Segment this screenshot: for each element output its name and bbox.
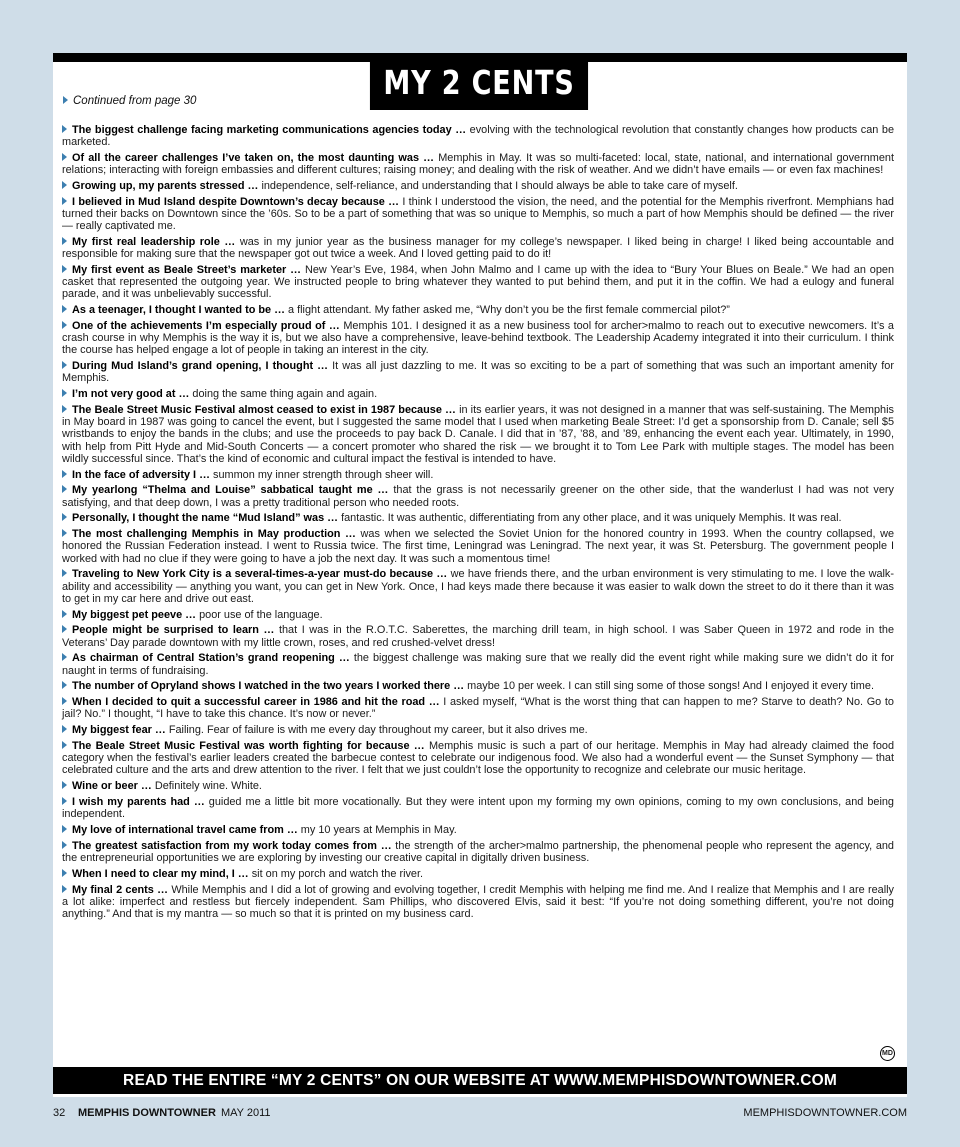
entry-text: I think I understood the vision, the need, and the potential for the Memphis riverfront. Memphians had turned their backs on Downtown since the ’60s. So to be a part of something that was so unique to Memphis, so much a part of how Memphis should be defined — the river — really captivated me. xyxy=(62,195,894,233)
triangle-bullet-icon xyxy=(62,797,67,805)
qa-entry xyxy=(62,884,894,921)
entry-text: guided me a little bit more vocationally. But they were intent upon my forming my own opinions, coming to my own conclusions, and being independent. xyxy=(62,796,894,821)
entry-text: we have friends there, and the urban environment is very stimulating to me. I love the walk-ability and accessibility — anything you want, you can get in New York. Once, I had keys made there because it was easier to walk down the street to do it there than it was to get in my car here and drive out east. xyxy=(62,568,894,605)
qa-entry xyxy=(62,724,894,736)
entry-lead: The Beale Street Music Festival almost ceased to exist in 1987 because … xyxy=(72,404,456,416)
qa-entry xyxy=(62,360,894,384)
qa-entry xyxy=(62,680,894,692)
triangle-bullet-icon xyxy=(62,725,67,733)
triangle-bullet-icon xyxy=(62,781,67,789)
entry-text: Memphis music is such a part of our heritage. Memphis in May had already claimed the food category when the festival’s earlier leaders created the barbecue contest to celebrate our indigenous food. We also had a wonderful event — the Sunset Symphony — that celebrated culture and the arts and drew attention to the river. I felt that we just couldn’t lose the opportunity to recognize and celebrate our music heritage. xyxy=(62,740,895,777)
qa-entry xyxy=(62,696,894,720)
triangle-bullet-icon xyxy=(62,181,67,189)
qa-entry xyxy=(62,796,894,820)
entry-lead: When I decided to quit a successful career in 1986 and hit the road … xyxy=(72,696,440,709)
qa-entry xyxy=(62,304,894,316)
entry-text: was when we selected the Soviet Union for the honored country in 1993. When the country collapsed, we honored the Russian Federation instead. I went to Russia twice. The first time, Leningrad was Leningrad. The next year, it was St. Petersburg. The government people I worked with had no clue if they were going to have a job the next day. It was such a momentous time! xyxy=(62,528,895,565)
triangle-bullet-icon xyxy=(62,361,67,369)
entry-lead: I’m not very good at … xyxy=(72,388,190,401)
qa-entry xyxy=(62,609,894,621)
end-mark-icon: MD xyxy=(880,1046,895,1061)
entry-lead: My biggest fear … xyxy=(72,724,166,737)
triangle-bullet-icon xyxy=(62,470,67,478)
entry-lead: As chairman of Central Station’s grand reopening … xyxy=(72,652,350,665)
entry-text: was in my junior year as the business manager for my college’s newspaper. I liked being in charge! I liked being accountable and responsible for making sure that the newspaper got out twice a week. And I loved getting paid to do it! xyxy=(62,236,894,261)
entry-text: evolving with the technological revolution that constantly changes how products can be marketed. xyxy=(62,124,894,149)
triangle-bullet-icon xyxy=(62,697,67,705)
entry-lead: Wine or beer … xyxy=(72,780,152,793)
entry-text: I asked myself, “What is the worst thing that can happen to me? Starve to death? No. Go to jail? No.” I thought, “I have to take this chance. It’s now or never.” xyxy=(62,696,894,721)
continued-text: Continued from page 30 xyxy=(73,95,197,107)
entry-text: that the grass is not necessarily greener on the other side, that the wanderlust I had was not very satisfying, and that deep down, I was a pretty traditional person who needed roots. xyxy=(62,484,895,509)
qa-entry xyxy=(62,740,894,777)
triangle-bullet-icon xyxy=(62,153,67,161)
entry-text: the strength of the archer>malmo partnership, the phenomenal people who represent the agency, and the entrepreneurial opportunities we are exploring by investing our creative capital in digitally driven business. xyxy=(62,839,894,864)
qa-entry xyxy=(62,388,894,400)
entry-text: that I was in the R.O.T.C. Saberettes, the marching drill team, in high school. I was Saber Queen in 1972 and rode in the Veterans’ Day parade downtown with my little crown, roses, and red crushed-velvet dress! xyxy=(62,624,894,649)
entry-lead: I believed in Mud Island despite Downtown’s decay because … xyxy=(72,195,400,208)
qa-entry xyxy=(62,236,894,260)
qa-entry xyxy=(62,404,894,465)
entry-text: New Year’s Eve, 1984, when John Malmo and I came up with the idea to “Bury Your Blues on Beale.” We had an open casket that represented the outgoing year. We instructed people to bring whatever they wanted to put behind them, and put it in the coffin. We had a eulogy and funeral parade, and it was unbelievably successful. xyxy=(62,264,895,301)
triangle-bullet-icon xyxy=(62,841,67,849)
entry-text: Definitely wine. White. xyxy=(154,780,262,793)
qa-entry xyxy=(62,469,894,481)
entry-text: in its earlier years, it was not designed in a manner that was self-sustaining. The Memphis in May board in 1987 was going to cancel the event, but I suggested the same model that I used when marketing Beale Street: I’d get a sponsorship from D. Canale; sell $5 wristbands to enjoy the bands in the clubs; and use the proceeds to pay back D. Canale. I did that in ’87, ’88, and ’89, enhancing the event each year. Ultimately, in 1990, with help from Pitt Hyde and Mid-South Concerts — a concert promoter who shared the risk — we brought it to Tom Lee Park with multiple stages. The model has been wildly successful since. That’s the kind of economic and cultural impact the festival is intended to have. xyxy=(62,404,894,465)
entry-text: the biggest challenge was making sure that we really did the event right while making sure we didn’t do it for naught in terms of fundraising. xyxy=(62,652,894,677)
qa-entry xyxy=(62,824,894,836)
entry-lead: My yearlong “Thelma and Louise” sabbatical taught me … xyxy=(72,484,389,497)
triangle-bullet-icon xyxy=(62,610,67,618)
entry-lead: When I need to clear my mind, I … xyxy=(72,867,249,880)
qa-entry xyxy=(62,528,894,565)
qa-entry xyxy=(62,196,894,233)
entry-lead: My final 2 cents … xyxy=(72,883,169,896)
qa-entry xyxy=(62,320,894,357)
triangle-bullet-icon xyxy=(62,885,67,893)
entry-lead: My biggest pet peeve … xyxy=(72,608,197,621)
entry-lead: The Beale Street Music Festival was worth fighting for because … xyxy=(72,740,425,752)
qa-entry xyxy=(62,124,894,148)
triangle-bullet-icon xyxy=(62,389,67,397)
entry-lead: My love of international travel came from … xyxy=(72,824,298,836)
page-footer xyxy=(53,1107,907,1123)
qa-entry xyxy=(62,568,894,605)
entry-lead: The number of Opryland shows I watched in the two years I worked there … xyxy=(72,680,465,693)
page-title: MY 2 CENTS xyxy=(370,53,588,110)
entry-lead: People might be surprised to learn … xyxy=(72,624,275,637)
entry-text: It was all just dazzling to me. It was so exciting to be a part of something that was such an important amenity for Memphis. xyxy=(62,360,894,385)
triangle-bullet-icon xyxy=(62,485,67,493)
website-banner[interactable]: READ THE ENTIRE “MY 2 CENTS” ON OUR WEBSITE AT WWW.MEMPHISDOWNTOWNER.COM xyxy=(53,1067,907,1094)
entry-lead: I wish my parents had … xyxy=(72,796,205,808)
qa-entry xyxy=(62,264,894,301)
triangle-bullet-icon xyxy=(63,96,68,104)
entry-text: summon my inner strength through sheer will. xyxy=(213,468,434,481)
entry-lead: The most challenging Memphis in May production … xyxy=(72,528,356,541)
entry-text: independence, self-reliance, and understanding that I should always be able to take care of myself. xyxy=(261,180,738,192)
qa-entry xyxy=(62,624,894,648)
issue-date: MAY 2011 xyxy=(221,1107,271,1119)
triangle-bullet-icon xyxy=(62,321,67,329)
triangle-bullet-icon xyxy=(62,625,67,633)
entry-text: doing the same thing again and again. xyxy=(192,388,378,401)
entry-lead: My first event as Beale Street’s marketer … xyxy=(72,264,302,276)
page-number: 32 xyxy=(53,1107,66,1119)
triangle-bullet-icon xyxy=(62,237,67,245)
entry-lead: Personally, I thought the name “Mud Island” was … xyxy=(72,512,339,525)
entry-lead: My first real leadership role … xyxy=(72,236,236,248)
entry-text: sit on my porch and watch the river. xyxy=(251,867,424,880)
triangle-bullet-icon xyxy=(62,265,67,273)
publication-name: MEMPHIS DOWNTOWNER xyxy=(78,1107,216,1119)
qa-entry xyxy=(62,868,894,880)
triangle-bullet-icon xyxy=(62,825,67,833)
entry-text: Memphis in May. It was so multi-faceted: local, state, national, and international government relations; interacting with foreign embassies and different cultures; raising money; and dealing with the risk of weather. And we didn’t have emails — or even fax machines! xyxy=(62,152,894,177)
entry-lead: Growing up, my parents stressed … xyxy=(72,180,259,192)
triangle-bullet-icon xyxy=(62,529,67,537)
qa-entry xyxy=(62,180,894,192)
footer-website[interactable]: MEMPHISDOWNTOWNER.COM xyxy=(743,1107,907,1119)
triangle-bullet-icon xyxy=(62,305,67,313)
entry-text: fantastic. It was authentic, differentiating from any other place, and it was uniquely Memphis. It was real. xyxy=(341,512,842,525)
entry-lead: The greatest satisfaction from my work today comes from … xyxy=(72,839,392,852)
entry-text: Memphis 101. I designed it as a new business tool for archer>malmo to reach out to executive newcomers. It’s a crash course in why Memphis is the way it is, but we also have a comprehensive, leave-behind textbook. The Leadership Academy integrated it into their curriculum. I think the course has helped engage a lot of people in taking an interest in the city. xyxy=(62,320,894,357)
article-page xyxy=(53,53,907,1097)
qa-entry xyxy=(62,780,894,792)
entry-text: poor use of the language. xyxy=(199,608,323,621)
entry-lead: The biggest challenge facing marketing communications agencies today … xyxy=(72,124,467,136)
continued-note xyxy=(63,95,196,107)
entry-text: a flight attendant. My father asked me, “Why don’t you be the first female commercial pilot?” xyxy=(288,304,730,317)
triangle-bullet-icon xyxy=(62,869,67,877)
entry-text: While Memphis and I did a lot of growing and evolving together, I credit Memphis with helping me find me. And I realize that Memphis and I are really a lot alike: imperfect and restless but fiercely independent. Sam Phillips, who discovered Elvis, said it best: “If you’re not doing something different, you’re not doing anything.” And that is my mantra — so much so that it is printed on my business card. xyxy=(62,883,894,920)
triangle-bullet-icon xyxy=(62,405,67,413)
entry-lead: One of the achievements I’m especially proud of … xyxy=(72,320,340,332)
triangle-bullet-icon xyxy=(62,569,67,577)
triangle-bullet-icon xyxy=(62,513,67,521)
entry-lead: During Mud Island’s grand opening, I thought … xyxy=(72,360,329,373)
triangle-bullet-icon xyxy=(62,653,67,661)
qa-entry xyxy=(62,840,894,864)
qa-entry xyxy=(62,484,894,508)
entry-text: maybe 10 per week. I can still sing some of those songs! And I enjoyed it every time. xyxy=(467,680,874,693)
triangle-bullet-icon xyxy=(62,741,67,749)
triangle-bullet-icon xyxy=(62,197,67,205)
entry-text: Failing. Fear of failure is with me every day throughout my career, but it also drives me. xyxy=(168,724,588,737)
qa-list xyxy=(62,124,894,924)
triangle-bullet-icon xyxy=(62,681,67,689)
entry-lead: As a teenager, I thought I wanted to be … xyxy=(72,304,285,317)
qa-entry xyxy=(62,652,894,676)
qa-entry xyxy=(62,512,894,524)
entry-text: my 10 years at Memphis in May. xyxy=(300,824,457,836)
entry-lead: Of all the career challenges I’ve taken on, the most daunting was … xyxy=(72,152,435,164)
entry-lead: In the face of adversity I … xyxy=(72,468,210,481)
qa-entry xyxy=(62,152,894,176)
entry-lead: Traveling to New York City is a several-times-a-year must-do because … xyxy=(72,568,448,581)
triangle-bullet-icon xyxy=(62,125,67,133)
